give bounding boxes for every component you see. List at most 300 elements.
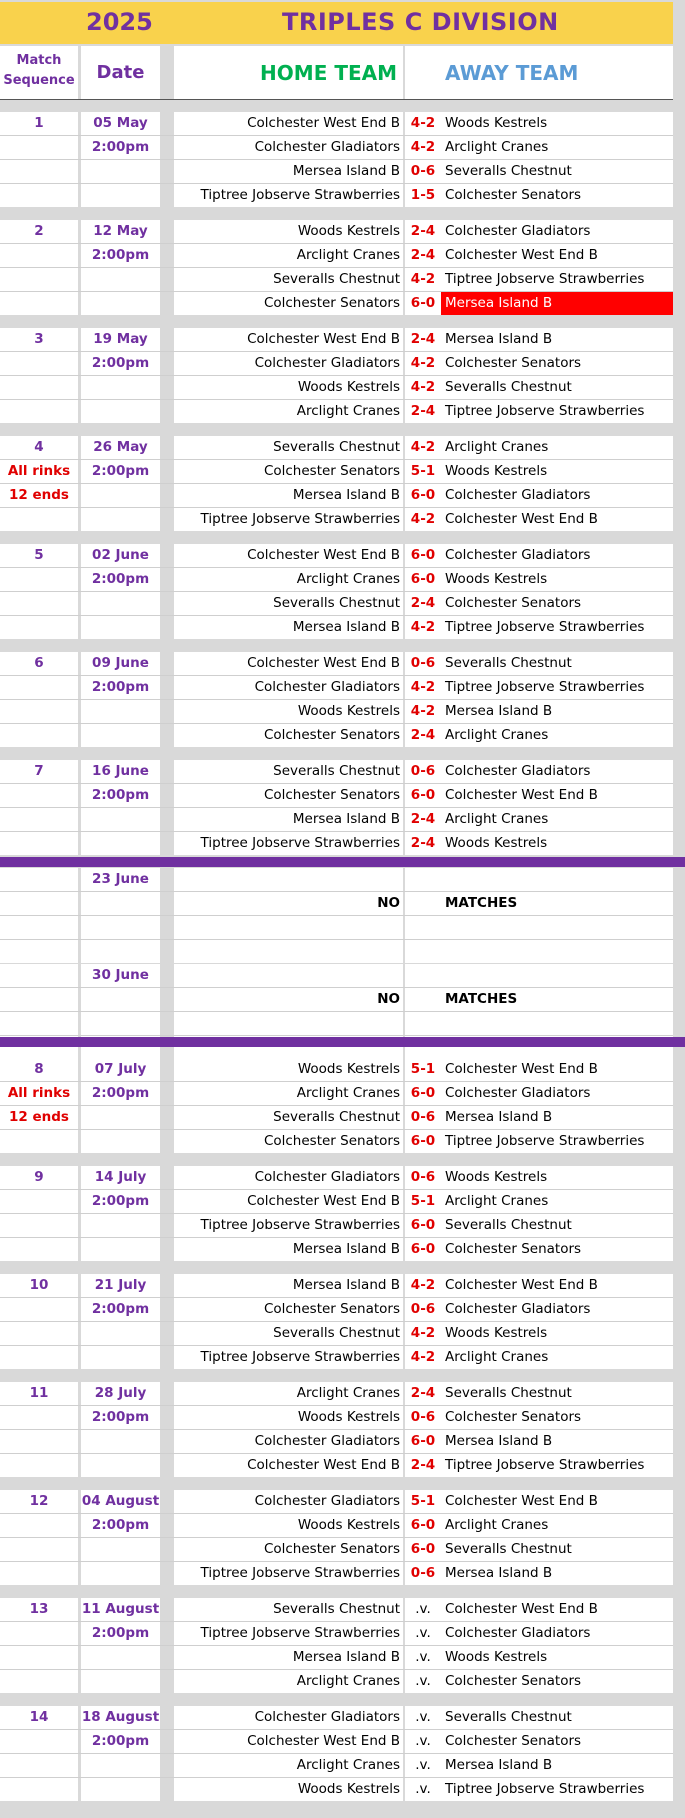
- row-gridline: [0, 675, 673, 676]
- match-score: 0-6: [405, 760, 441, 783]
- fixture-row: [0, 592, 673, 615]
- match-sequence: 10: [0, 1274, 78, 1297]
- fixture-row: [0, 184, 673, 207]
- match-sequence: [0, 1454, 78, 1477]
- match-score: 2-4: [405, 244, 441, 267]
- no-matches-label: [174, 916, 403, 939]
- home-team: Arclight Cranes: [174, 1754, 403, 1777]
- no-matches-label: [441, 916, 673, 939]
- row-gridline: [0, 1345, 673, 1346]
- match-date: 09 June: [81, 652, 160, 675]
- row-gridline: [0, 831, 673, 832]
- row-gridline: [0, 183, 673, 184]
- match-sequence-header-line1: Match: [16, 53, 62, 68]
- home-team: Colchester Senators: [174, 1538, 403, 1561]
- match-date: 14 July: [81, 1166, 160, 1189]
- away-team: Tiptree Jobserve Strawberries: [441, 1778, 673, 1801]
- match-time: [81, 268, 160, 291]
- match-score: 2-4: [405, 592, 441, 615]
- fixture-row: [0, 1130, 673, 1153]
- match-score: 5-1: [405, 1058, 441, 1081]
- home-team: Colchester Gladiators: [174, 1166, 403, 1189]
- fixture-row: [0, 964, 673, 987]
- match-time: 2:00pm: [81, 244, 160, 267]
- match-time: [81, 1754, 160, 1777]
- away-team: Mersea Island B: [441, 1430, 673, 1453]
- home-team: Severalls Chestnut: [174, 760, 403, 783]
- fixture-row: [0, 1562, 673, 1585]
- home-team: Arclight Cranes: [174, 244, 403, 267]
- match-sequence: [0, 1130, 78, 1153]
- match-time: [81, 1106, 160, 1129]
- match-time: 2:00pm: [81, 1406, 160, 1429]
- match-sequence: [0, 244, 78, 267]
- home-team: Woods Kestrels: [174, 1406, 403, 1429]
- match-sequence: 4: [0, 436, 78, 459]
- match-sequence: [0, 1646, 78, 1669]
- away-team: Severalls Chestnut: [441, 1538, 673, 1561]
- away-team: Mersea Island B: [441, 328, 673, 351]
- row-gridline: [0, 1105, 673, 1106]
- match-sequence: [0, 940, 78, 963]
- match-note: All rinks: [0, 1082, 78, 1105]
- match-sequence: [0, 400, 78, 423]
- match-sequence: 12: [0, 1490, 78, 1513]
- home-team: Mersea Island B: [174, 616, 403, 639]
- match-sequence-header: [0, 46, 78, 100]
- fixture-row: [0, 616, 673, 639]
- match-sequence-header-line2: Sequence: [3, 73, 75, 88]
- match-sequence: [0, 1730, 78, 1753]
- match-sequence: 5: [0, 544, 78, 567]
- match-sequence: [0, 1514, 78, 1537]
- match-sequence: [0, 352, 78, 375]
- no-matches-label: [441, 1012, 673, 1035]
- match-time: [81, 1562, 160, 1585]
- match-date: 11 August: [81, 1598, 160, 1621]
- row-gridline: [0, 915, 673, 916]
- section-divider: [0, 857, 685, 867]
- match-score: 4-2: [405, 616, 441, 639]
- no-matches-label: [441, 964, 673, 987]
- away-team-highlighted: Mersea Island B: [441, 292, 673, 315]
- match-time: 2:00pm: [81, 784, 160, 807]
- away-team: Mersea Island B: [441, 1106, 673, 1129]
- no-matches-label: [174, 964, 403, 987]
- row-gridline: [0, 1561, 673, 1562]
- away-team: Colchester Senators: [441, 184, 673, 207]
- match-score: .v.: [405, 1622, 441, 1645]
- match-sequence: [0, 1562, 78, 1585]
- match-score: 6-0: [405, 544, 441, 567]
- match-time: 2:00pm: [81, 1514, 160, 1537]
- match-score: 4-2: [405, 700, 441, 723]
- away-team: Arclight Cranes: [441, 136, 673, 159]
- home-team: Arclight Cranes: [174, 1382, 403, 1405]
- home-team: Colchester Gladiators: [174, 1706, 403, 1729]
- match-score: 4-2: [405, 352, 441, 375]
- match-score: 5-1: [405, 1490, 441, 1513]
- match-sequence: [0, 700, 78, 723]
- fixture-row: [0, 988, 673, 1011]
- row-gridline: [0, 1645, 673, 1646]
- row-gridline: [0, 783, 673, 784]
- match-sequence: [0, 676, 78, 699]
- match-time: 2:00pm: [81, 1730, 160, 1753]
- away-team: Mersea Island B: [441, 1754, 673, 1777]
- match-sequence: [0, 832, 78, 855]
- row-gridline: [0, 1429, 673, 1430]
- home-team-header: HOME TEAM: [174, 46, 403, 100]
- match-time: [81, 1012, 160, 1035]
- away-team: Woods Kestrels: [441, 1646, 673, 1669]
- match-score: 4-2: [405, 1346, 441, 1369]
- row-gridline: [0, 1537, 673, 1538]
- match-date: 23 June: [81, 868, 160, 891]
- home-team: Colchester Senators: [174, 784, 403, 807]
- match-score: 0-6: [405, 1106, 441, 1129]
- score-cell: [405, 1012, 441, 1035]
- home-team: Mersea Island B: [174, 1646, 403, 1669]
- match-time: 2:00pm: [81, 1082, 160, 1105]
- away-team: Colchester Senators: [441, 1670, 673, 1693]
- match-date: 28 July: [81, 1382, 160, 1405]
- home-team: Colchester Senators: [174, 1130, 403, 1153]
- match-score: 2-4: [405, 328, 441, 351]
- away-team: Colchester Gladiators: [441, 1298, 673, 1321]
- away-team: Colchester Senators: [441, 1238, 673, 1261]
- match-date: 18 August: [81, 1706, 160, 1729]
- match-sequence: 13: [0, 1598, 78, 1621]
- match-score: 2-4: [405, 400, 441, 423]
- away-team: Severalls Chestnut: [441, 160, 673, 183]
- home-team: Colchester West End B: [174, 652, 403, 675]
- fixture-row: [0, 1598, 673, 1621]
- match-score: 2-4: [405, 1382, 441, 1405]
- match-sequence: [0, 784, 78, 807]
- fixture-row: [0, 1754, 673, 1777]
- fixture-row: [0, 784, 673, 807]
- division-title: TRIPLES C DIVISION: [282, 8, 559, 36]
- away-team-header: AWAY TEAM: [441, 46, 673, 100]
- away-team: Colchester Senators: [441, 352, 673, 375]
- match-sequence: 2: [0, 220, 78, 243]
- fixture-row: [0, 1706, 673, 1729]
- row-gridline: [0, 291, 673, 292]
- match-sequence: [0, 1190, 78, 1213]
- row-gridline: [0, 1669, 673, 1670]
- row-gridline: [0, 1513, 673, 1514]
- away-team: Arclight Cranes: [441, 1190, 673, 1213]
- match-time: [81, 1130, 160, 1153]
- score-cell: [405, 916, 441, 939]
- match-time: [81, 508, 160, 531]
- away-team: Colchester Gladiators: [441, 220, 673, 243]
- match-sequence: [0, 916, 78, 939]
- match-score: 6-0: [405, 292, 441, 315]
- match-sequence: [0, 988, 78, 1011]
- home-team: Colchester Senators: [174, 1298, 403, 1321]
- home-team: Tiptree Jobserve Strawberries: [174, 1562, 403, 1585]
- row-gridline: [0, 243, 673, 244]
- away-team: Tiptree Jobserve Strawberries: [441, 268, 673, 291]
- match-score: 2-4: [405, 1454, 441, 1477]
- away-team: Colchester Gladiators: [441, 760, 673, 783]
- match-sequence: [0, 1778, 78, 1801]
- match-time: 2:00pm: [81, 568, 160, 591]
- match-score: 2-4: [405, 220, 441, 243]
- fixture-row: [0, 1298, 673, 1321]
- match-sequence: [0, 724, 78, 747]
- away-team: Severalls Chestnut: [441, 1214, 673, 1237]
- no-matches-label: [174, 940, 403, 963]
- away-team: Colchester Gladiators: [441, 1082, 673, 1105]
- fixture-row: [0, 676, 673, 699]
- away-team: Colchester West End B: [441, 1058, 673, 1081]
- fixture-row: [0, 868, 673, 891]
- no-matches-label: MATCHES: [441, 988, 673, 1011]
- fixture-row: [0, 1730, 673, 1753]
- score-cell: [405, 964, 441, 987]
- fixtures-sheet: [0, 2, 673, 1810]
- fixture-row: [0, 1646, 673, 1669]
- away-team: Tiptree Jobserve Strawberries: [441, 676, 673, 699]
- fixture-row: [0, 1166, 673, 1189]
- away-team: Tiptree Jobserve Strawberries: [441, 616, 673, 639]
- away-team: Woods Kestrels: [441, 1166, 673, 1189]
- match-score: 4-2: [405, 1274, 441, 1297]
- fixture-row: [0, 700, 673, 723]
- away-team: Woods Kestrels: [441, 568, 673, 591]
- fixture-row: [0, 1670, 673, 1693]
- match-date: 30 June: [81, 964, 160, 987]
- row-gridline: [0, 507, 673, 508]
- fixture-row: [0, 112, 673, 135]
- away-team: Woods Kestrels: [441, 112, 673, 135]
- row-gridline: [0, 159, 673, 160]
- home-team: Woods Kestrels: [174, 1778, 403, 1801]
- match-sequence: [0, 292, 78, 315]
- match-time: [81, 592, 160, 615]
- match-score: 6-0: [405, 1082, 441, 1105]
- away-team: Tiptree Jobserve Strawberries: [441, 400, 673, 423]
- date-header: Date: [81, 46, 160, 100]
- match-score: .v.: [405, 1598, 441, 1621]
- no-matches-label: [441, 940, 673, 963]
- match-score: 6-0: [405, 1514, 441, 1537]
- home-team: Tiptree Jobserve Strawberries: [174, 832, 403, 855]
- match-date: 04 August: [81, 1490, 160, 1513]
- row-gridline: [0, 1237, 673, 1238]
- match-sequence: [0, 616, 78, 639]
- fixture-row: [0, 1190, 673, 1213]
- match-time: [81, 184, 160, 207]
- match-time: [81, 1454, 160, 1477]
- fixture-row: [0, 268, 673, 291]
- score-cell: [405, 988, 441, 1011]
- section-divider: [0, 1037, 685, 1047]
- match-score: 4-2: [405, 136, 441, 159]
- match-score: 4-2: [405, 112, 441, 135]
- row-gridline: [0, 1011, 673, 1012]
- away-team: Arclight Cranes: [441, 724, 673, 747]
- home-team: Mersea Island B: [174, 484, 403, 507]
- row-gridline: [0, 135, 673, 136]
- home-team: Colchester Senators: [174, 460, 403, 483]
- no-matches-label: NO: [174, 988, 403, 1011]
- match-sequence: 11: [0, 1382, 78, 1405]
- match-sequence: [0, 892, 78, 915]
- score-header: [405, 46, 441, 100]
- row-gridline: [0, 267, 673, 268]
- fixture-row: [0, 484, 673, 507]
- fixture-row: [0, 568, 673, 591]
- away-team: Tiptree Jobserve Strawberries: [441, 1130, 673, 1153]
- match-date: 12 May: [81, 220, 160, 243]
- no-matches-label: MATCHES: [441, 892, 673, 915]
- match-sequence: [0, 1012, 78, 1035]
- match-sequence: [0, 376, 78, 399]
- row-gridline: [0, 1081, 673, 1082]
- match-time: [81, 400, 160, 423]
- away-team: Severalls Chestnut: [441, 1706, 673, 1729]
- match-date: 07 July: [81, 1058, 160, 1081]
- match-score: 2-4: [405, 724, 441, 747]
- match-time: [81, 1214, 160, 1237]
- match-score: .v.: [405, 1778, 441, 1801]
- season-year: 2025: [86, 8, 153, 36]
- match-sequence: [0, 184, 78, 207]
- match-score: 6-0: [405, 1214, 441, 1237]
- home-team: Severalls Chestnut: [174, 592, 403, 615]
- away-team: Colchester Gladiators: [441, 544, 673, 567]
- row-gridline: [0, 591, 673, 592]
- home-team: Tiptree Jobserve Strawberries: [174, 1346, 403, 1369]
- home-team: Colchester Gladiators: [174, 676, 403, 699]
- match-time: 2:00pm: [81, 1190, 160, 1213]
- home-team: Mersea Island B: [174, 1238, 403, 1261]
- match-score: 6-0: [405, 784, 441, 807]
- no-matches-label: [174, 1012, 403, 1035]
- away-team: Colchester West End B: [441, 508, 673, 531]
- away-team: Colchester West End B: [441, 1598, 673, 1621]
- match-score: 0-6: [405, 1562, 441, 1585]
- fixture-row: [0, 1058, 673, 1081]
- match-sequence: [0, 1298, 78, 1321]
- score-cell: [405, 940, 441, 963]
- match-score: 0-6: [405, 160, 441, 183]
- match-date: 21 July: [81, 1274, 160, 1297]
- away-team: Woods Kestrels: [441, 1322, 673, 1345]
- match-time: [81, 1430, 160, 1453]
- match-sequence: 6: [0, 652, 78, 675]
- match-time: [81, 1238, 160, 1261]
- match-note: All rinks: [0, 460, 78, 483]
- home-team: Arclight Cranes: [174, 400, 403, 423]
- fixture-row: [0, 328, 673, 351]
- match-score: 0-6: [405, 1406, 441, 1429]
- row-gridline: [0, 723, 673, 724]
- row-gridline: [0, 1777, 673, 1778]
- match-score: 2-4: [405, 808, 441, 831]
- away-team: Woods Kestrels: [441, 832, 673, 855]
- match-time: [81, 892, 160, 915]
- fixture-row: [0, 436, 673, 459]
- match-sequence: [0, 508, 78, 531]
- home-team: Colchester Gladiators: [174, 352, 403, 375]
- match-sequence: [0, 136, 78, 159]
- home-team: Colchester West End B: [174, 1730, 403, 1753]
- match-score: 2-4: [405, 832, 441, 855]
- fixture-row: [0, 1430, 673, 1453]
- fixture-row: [0, 1454, 673, 1477]
- match-time: 2:00pm: [81, 1298, 160, 1321]
- match-score: 0-6: [405, 652, 441, 675]
- fixture-row: [0, 1538, 673, 1561]
- match-note: 12 ends: [0, 484, 78, 507]
- match-sequence: [0, 964, 78, 987]
- away-team: Arclight Cranes: [441, 808, 673, 831]
- fixture-row: [0, 1106, 673, 1129]
- home-team: Colchester West End B: [174, 328, 403, 351]
- away-team: Severalls Chestnut: [441, 652, 673, 675]
- fixture-row: [0, 292, 673, 315]
- match-sequence: [0, 808, 78, 831]
- match-sequence: [0, 1238, 78, 1261]
- home-team: Arclight Cranes: [174, 1670, 403, 1693]
- fixture-row: [0, 460, 673, 483]
- away-team: Woods Kestrels: [441, 460, 673, 483]
- match-sequence: 9: [0, 1166, 78, 1189]
- fixture-row: [0, 1274, 673, 1297]
- no-matches-label: [174, 868, 403, 891]
- home-team: Mersea Island B: [174, 1274, 403, 1297]
- match-score: 4-2: [405, 376, 441, 399]
- fixture-row: [0, 916, 673, 939]
- fixture-row: [0, 1082, 673, 1105]
- fixture-row: [0, 1406, 673, 1429]
- match-time: [81, 616, 160, 639]
- fixture-row: [0, 1778, 673, 1801]
- match-time: [81, 1346, 160, 1369]
- fixture-row: [0, 1238, 673, 1261]
- match-time: [81, 1670, 160, 1693]
- home-team: Colchester West End B: [174, 1454, 403, 1477]
- home-team: Arclight Cranes: [174, 568, 403, 591]
- away-team: Severalls Chestnut: [441, 376, 673, 399]
- home-team: Colchester West End B: [174, 112, 403, 135]
- fixture-row: [0, 760, 673, 783]
- home-team: Colchester West End B: [174, 1190, 403, 1213]
- home-team: Woods Kestrels: [174, 700, 403, 723]
- match-time: 2:00pm: [81, 136, 160, 159]
- away-team: Severalls Chestnut: [441, 1382, 673, 1405]
- no-matches-label: NO: [174, 892, 403, 915]
- match-score: .v.: [405, 1754, 441, 1777]
- fixture-row: [0, 160, 673, 183]
- match-score: .v.: [405, 1646, 441, 1669]
- row-gridline: [0, 1729, 673, 1730]
- match-score: 4-2: [405, 508, 441, 531]
- row-gridline: [0, 483, 673, 484]
- away-team: Tiptree Jobserve Strawberries: [441, 1454, 673, 1477]
- fixture-row: [0, 400, 673, 423]
- row-gridline: [0, 399, 673, 400]
- match-date: 19 May: [81, 328, 160, 351]
- away-team: Colchester Senators: [441, 1730, 673, 1753]
- fixture-row: [0, 1214, 673, 1237]
- match-score: 6-0: [405, 1430, 441, 1453]
